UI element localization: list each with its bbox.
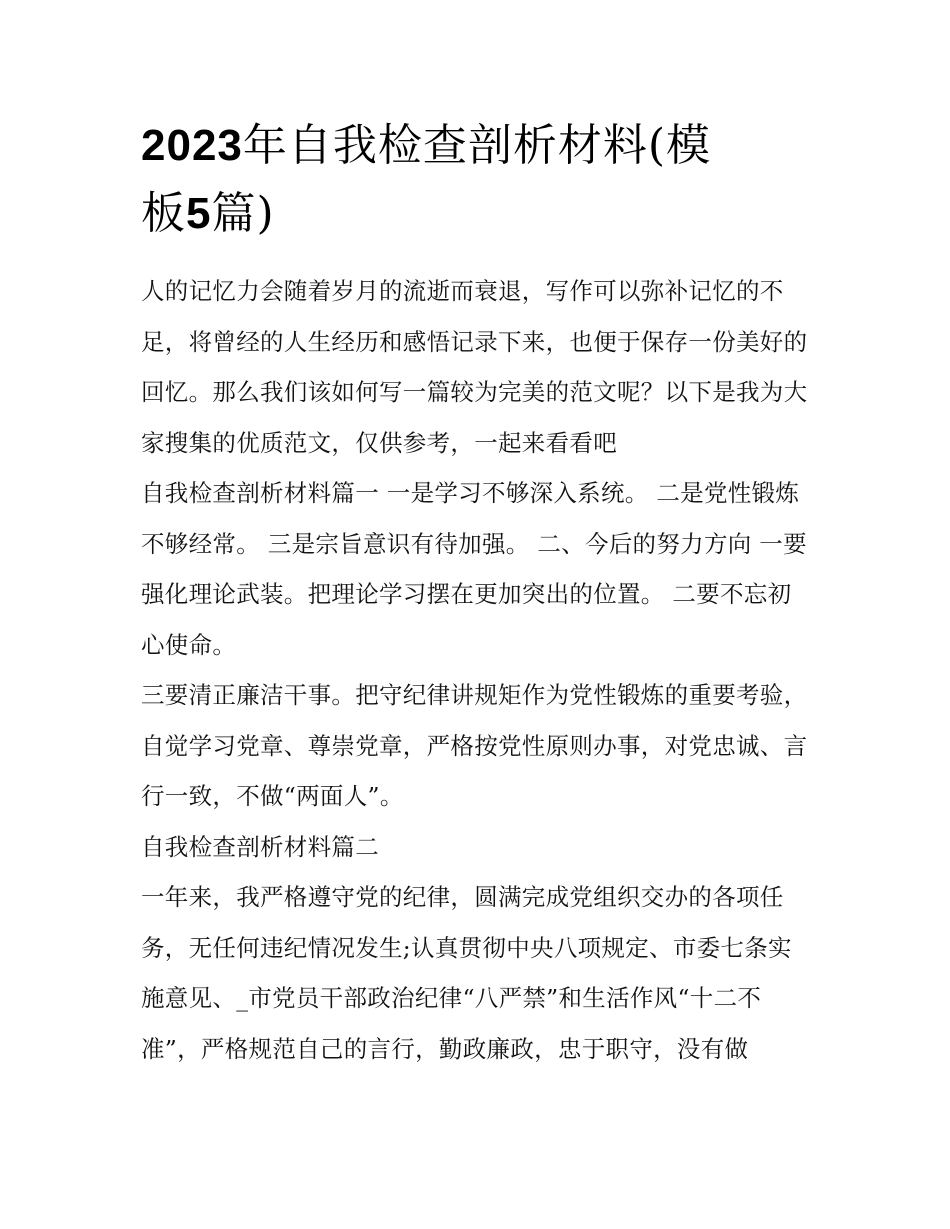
document-body xyxy=(141,266,813,1074)
paragraph-section-one-item-three: 三要清正廉洁干事。把守纪律讲规矩作为党性锻炼的重要考验，自觉学习党章、尊崇党章，严格按党性原则办事，对党忠诚、言行一致，不做“两面人”。 xyxy=(141,681,808,810)
title-text-part2-suffix: 篇) xyxy=(211,188,275,239)
title-text-part1: 年自我检查剖析材料(模 xyxy=(242,120,712,171)
title-year: 2023 xyxy=(141,121,243,170)
title-number: 5 xyxy=(186,189,212,238)
paragraph-section-two: 一年来，我严格遵守党的纪律，圆满完成党组织交办的各项任务，无任何违纪情况发生;认真贯彻中央八项规定、市委七条实施意见、_市党员干部政治纪律“八严禁”和生活作风“十二不准”，严格规范自己的言行，勤政廉政，忠于职守，没有做 xyxy=(141,883,792,1063)
section-heading-two: 自我检查剖析材料篇二 xyxy=(141,832,379,861)
document-content xyxy=(141,112,813,1074)
title-text-part2-prefix: 板 xyxy=(141,188,186,239)
paragraph-intro: 人的记忆力会随着岁月的流逝而衰退，写作可以弥补记忆的不足，将曾经的人生经历和感悟记录下来，也便于保存一份美好的回忆。那么我们该如何写一篇较为完美的范文呢？以下是我为大家搜集的优质范文，仅供参考，一起来看看吧 xyxy=(141,277,808,457)
paragraph-section-one: 自我检查剖析材料篇一 一是学习不够深入系统。 二是党性锻炼不够经常。 三是宗旨意识有待加强。 二、今后的努力方向 一要强化理论武装。把理论学习摆在更加突出的位置。 二要不忘初心使命。 xyxy=(141,479,807,659)
document-title xyxy=(141,112,813,248)
